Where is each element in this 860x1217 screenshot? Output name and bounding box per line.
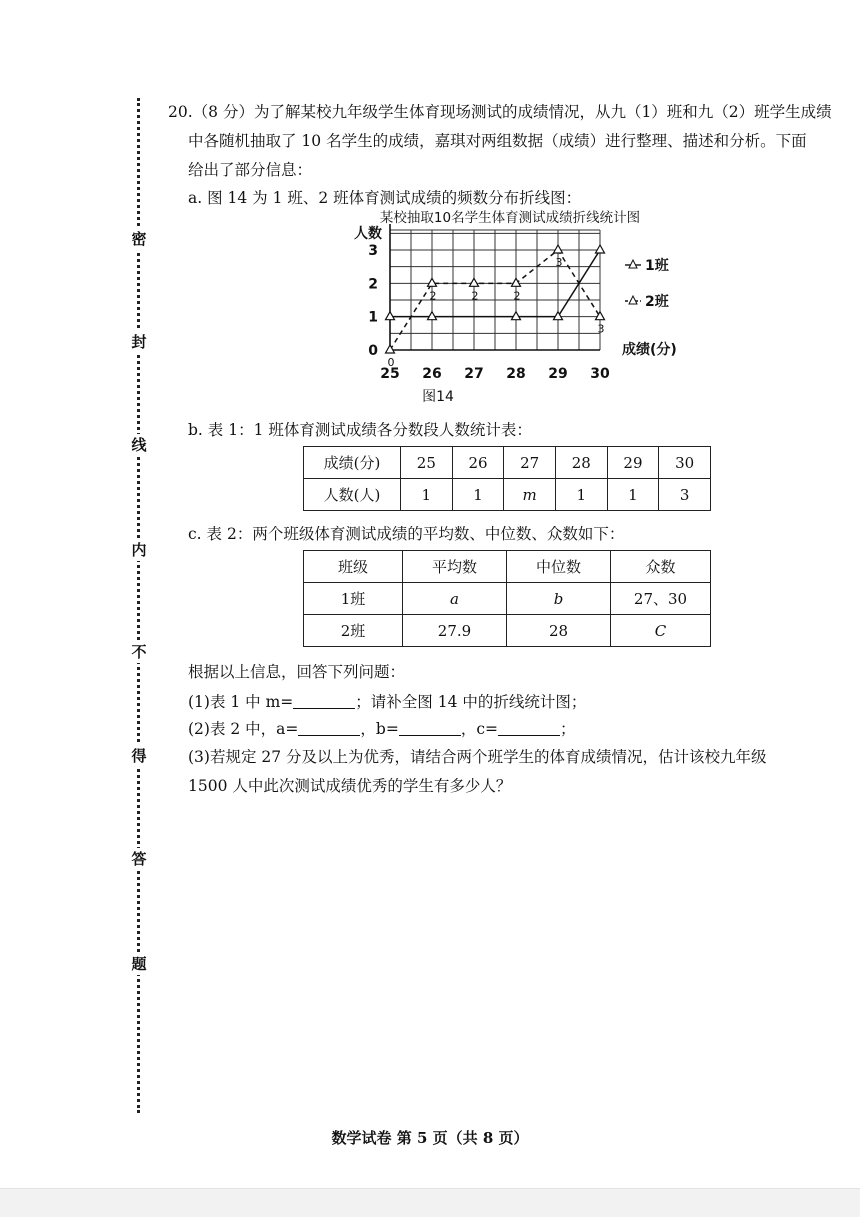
sub-question-3-line-2: 1500 人中此次测试成绩优秀的学生有多少人？	[188, 777, 512, 795]
table-cell: 1	[555, 479, 607, 511]
bottom-band	[0, 1188, 860, 1217]
question-line-2: 中各随机抽取了 10 名学生的成绩，嘉琪对两组数据（成绩）进行整理、描述和分析。下面	[188, 132, 807, 150]
data-point-marker	[428, 278, 437, 286]
sub-question-2	[188, 717, 576, 741]
table-cell: 30	[659, 447, 711, 479]
table-cell: 班级	[304, 551, 403, 583]
table-cell: 中位数	[507, 551, 611, 583]
table-cell: 1	[401, 479, 453, 511]
table-cell: 28	[555, 447, 607, 479]
data-point-marker	[470, 278, 479, 286]
y-axis-label: 人数	[354, 226, 382, 242]
point-label: 2	[471, 289, 479, 303]
table-cell: 27	[504, 447, 556, 479]
table-cell: 平均数	[403, 551, 507, 583]
table-cell: 1	[452, 479, 504, 511]
table-row	[304, 551, 711, 583]
legend-label: 2班	[645, 294, 669, 310]
sub-question-1-rest: ；请补全图 14 中的折线统计图；	[355, 693, 587, 711]
table-cell: 29	[607, 447, 659, 479]
x-tick-label: 29	[548, 366, 568, 382]
table-cell: 1班	[304, 583, 403, 615]
table-cell: 众数	[611, 551, 711, 583]
table-2	[303, 550, 711, 647]
sub-question-1-label: (1)表 1 中 m=	[188, 693, 294, 711]
legend-marker	[629, 296, 637, 304]
sub-question-1	[188, 690, 586, 714]
line-chart	[330, 205, 690, 405]
seal-char: 密	[128, 228, 150, 250]
sub-question-3-line-1: (3)若规定 27 分及以上为优秀，请结合两个班学生的体育成绩情况，估计该校九年级	[188, 748, 767, 766]
chart-title: 某校抽取10名学生体育测试成绩折线统计图	[379, 210, 641, 226]
table-cell: 人数(人)	[304, 479, 401, 511]
table-cell: C	[611, 615, 711, 647]
data-point-marker	[512, 312, 521, 320]
chart-caption: 图14	[422, 389, 454, 405]
seal-char: 答	[128, 848, 150, 870]
answer-blank-a[interactable]	[298, 719, 360, 736]
data-point-marker	[512, 278, 521, 286]
table-cell: b	[507, 583, 611, 615]
chart-svg	[330, 205, 690, 405]
y-tick-label: 0	[368, 343, 378, 359]
table-cell: 25	[401, 447, 453, 479]
seal-char: 不	[128, 641, 150, 663]
data-point-marker	[554, 245, 563, 253]
table-cell: a	[403, 583, 507, 615]
point-label: 3	[597, 322, 605, 336]
table-cell: m	[504, 479, 556, 511]
question-line-3: 给出了部分信息：	[188, 161, 313, 179]
data-point-marker	[596, 245, 605, 253]
question-line-1: 20.（8 分）为了解某校九年级学生体育现场测试的成绩情况，从九（1）班和九（2）班学生成绩	[168, 103, 832, 121]
x-tick-label: 27	[464, 366, 484, 382]
x-axis-label: 成绩(分)	[622, 342, 677, 358]
legend-label: 1班	[645, 258, 669, 274]
page-footer: 数学试卷 第 5 页（共 8 页）	[331, 1129, 529, 1147]
data-point-marker	[386, 312, 395, 320]
table-cell: 27、30	[611, 583, 711, 615]
y-tick-label: 2	[368, 276, 378, 293]
part-c-text: c. 表 2：两个班级体育测试成绩的平均数、中位数、众数如下：	[188, 525, 625, 543]
answer-blank-b[interactable]	[399, 719, 461, 736]
seal-char: 线	[128, 434, 150, 456]
seal-char: 题	[128, 953, 150, 975]
seal-char: 得	[128, 745, 150, 767]
sub-question-2-label-a: (2)表 2 中，a=	[188, 720, 299, 738]
seal-char: 封	[128, 331, 150, 353]
table-cell: 28	[507, 615, 611, 647]
prompt-text: 根据以上信息，回答下列问题：	[188, 663, 406, 681]
x-tick-label: 25	[380, 366, 400, 382]
point-label: 2	[513, 289, 521, 303]
table-1	[303, 446, 711, 511]
x-tick-label: 26	[422, 366, 442, 382]
part-a-text: a. 图 14 为 1 班、2 班体育测试成绩的频数分布折线图：	[188, 189, 582, 207]
data-point-marker	[428, 312, 437, 320]
table-cell: 27.9	[403, 615, 507, 647]
table-cell: 2班	[304, 615, 403, 647]
legend-marker	[629, 260, 637, 268]
answer-blank-c[interactable]	[498, 719, 560, 736]
table-row	[304, 447, 711, 479]
x-tick-label: 28	[506, 366, 526, 382]
part-b-text: b. 表 1：1 班体育测试成绩各分数段人数统计表：	[188, 421, 532, 439]
table-cell: 26	[452, 447, 504, 479]
point-label: 0	[387, 356, 395, 369]
x-tick-label: 30	[590, 366, 610, 382]
table-row	[304, 479, 711, 511]
sub-question-2-label-b: ，b=	[360, 720, 399, 738]
y-tick-label: 3	[368, 243, 378, 259]
table-row	[304, 615, 711, 647]
y-tick-label: 1	[368, 309, 378, 326]
sub-question-2-label-c: ，c=	[460, 720, 498, 738]
point-label: 2	[429, 289, 437, 303]
point-label: 3	[555, 256, 563, 269]
sub-question-2-end: ；	[560, 720, 576, 738]
table-row	[304, 583, 711, 615]
table-cell: 1	[607, 479, 659, 511]
table-cell: 3	[659, 479, 711, 511]
table-cell: 成绩(分)	[304, 447, 401, 479]
answer-blank-m[interactable]	[293, 692, 355, 709]
seal-char: 内	[128, 539, 150, 561]
